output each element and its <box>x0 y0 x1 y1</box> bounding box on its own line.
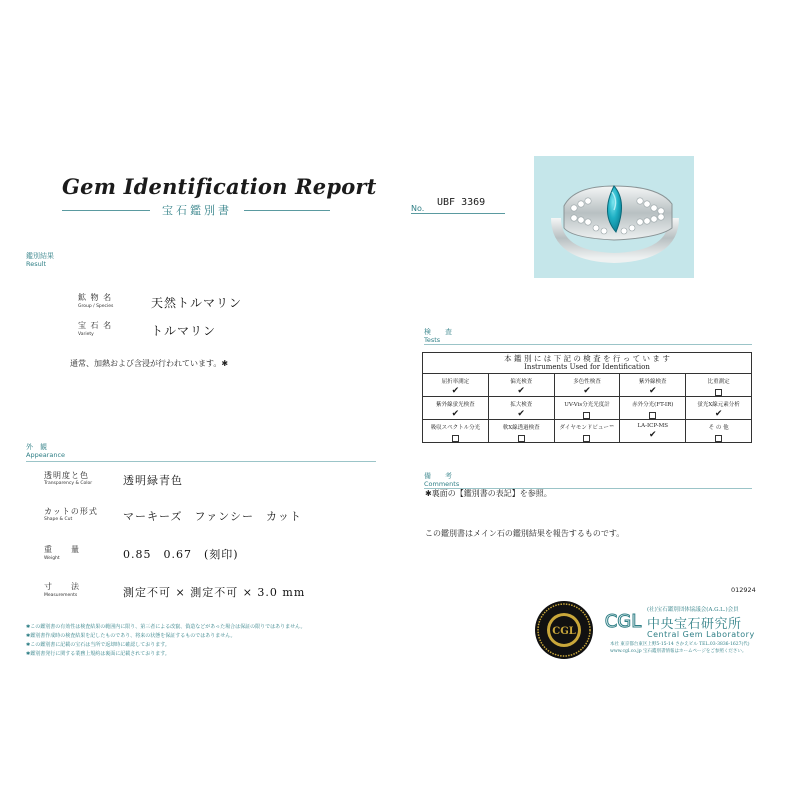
subtitle-divider-right <box>244 210 330 211</box>
color-label-en: Transparency & Color <box>44 481 93 486</box>
instrument-name: そ の 他 <box>708 425 729 431</box>
report-subtitle: 宝石鑑別書 <box>162 204 232 217</box>
size-label-en: Measurements <box>44 593 78 598</box>
instrument-name: UV-Vis分光光度計 <box>564 402 610 408</box>
instrument-cell <box>423 397 489 420</box>
cgl-logo-text: CGL <box>604 611 642 632</box>
comment-line: ✱裏面の【鑑別書の表記】を参照。 <box>425 489 552 498</box>
empty-checkbox-icon <box>583 435 590 442</box>
species-label: 鉱 物 名 <box>78 293 113 302</box>
instrument-cell <box>620 397 686 420</box>
weight-label: 重 量 <box>44 545 80 554</box>
appearance-divider <box>26 461 376 462</box>
instrument-cell <box>423 374 489 397</box>
instruments-row <box>423 374 752 397</box>
footnote: ✱この鑑別書に記載の宝石は当所で返却時に確認しております。 <box>26 642 170 648</box>
instrument-cell <box>488 374 554 397</box>
instrument-name: 軟X線透過検査 <box>502 425 540 431</box>
cgl-logo-icon <box>603 603 643 635</box>
appearance-section-heading: 外 観 Appearance <box>26 443 66 459</box>
instrument-name: 紫外線蛍光検査 <box>436 402 475 408</box>
footnote: ✱鑑別書発行に関する業務上規約は裏面に記載されております。 <box>26 651 170 657</box>
empty-checkbox-icon <box>649 412 656 419</box>
instrument-name: 紫外線検査 <box>639 379 667 385</box>
footnote: ✱鑑別書作成時の検査結果を記したものであり、将来の状態を保証するものではありません。 <box>26 633 236 639</box>
instrument-cell <box>554 397 620 420</box>
instrument-cell <box>488 397 554 420</box>
instruments-row <box>423 420 752 443</box>
lab-association: (社)宝石鑑別団体協議会(A.G.L.)会員 <box>647 607 739 613</box>
check-mark-icon: ✔ <box>517 409 525 419</box>
instrument-name: 吸収スペクトル分光 <box>430 425 481 431</box>
species-value: 天然トルマリン <box>151 296 243 310</box>
result-section-heading: 鑑別結果 Result <box>26 252 54 268</box>
cut-value: マーキーズ ファンシー カット <box>123 510 302 523</box>
report-title: Gem Identification Report <box>62 174 377 199</box>
treatment-note: 通常、加熱および含浸が行われています。✱ <box>70 359 229 368</box>
instrument-name: 拡大検査 <box>510 402 533 408</box>
instruments-table <box>422 352 752 443</box>
instrument-cell <box>423 420 489 443</box>
report-number: UBF 3369 <box>437 197 486 208</box>
variety-label-en: Variety <box>78 332 94 337</box>
lab-name-jp: 中央宝石研究所 <box>647 617 742 632</box>
instrument-cell <box>554 374 620 397</box>
tests-section-heading: 検 査 Tests <box>424 328 452 344</box>
subtitle-divider-left <box>62 210 150 211</box>
instrument-name: LA-ICP-MS <box>637 423 669 429</box>
comment-line: この鑑別書はメイン石の鑑別結果を報告するものです。 <box>425 529 625 538</box>
instrument-name: 赤外分光(FT-IR) <box>632 402 674 408</box>
color-value: 透明緑青色 <box>123 474 183 487</box>
instrument-cell <box>620 374 686 397</box>
check-mark-icon: ✔ <box>649 430 657 440</box>
empty-checkbox-icon <box>583 412 590 419</box>
instrument-name: 比重測定 <box>707 379 730 385</box>
comments-section-heading: 備 考 Comments <box>424 472 460 488</box>
instrument-cell <box>686 374 752 397</box>
instrument-cell <box>686 397 752 420</box>
instrument-cell <box>686 420 752 443</box>
instrument-cell <box>488 420 554 443</box>
empty-checkbox-icon <box>518 435 525 442</box>
footnote: ✱この鑑別書の有効性は検査結果の範囲内に限り、第三者による改竄、偽造などがあった場合は保証の限りではありません。 <box>26 624 306 630</box>
instrument-name: 蛍光X線元素分析 <box>697 402 740 408</box>
cut-label: カットの形式 <box>44 507 98 516</box>
instrument-name: 多色性検査 <box>573 379 601 385</box>
lab-name-en: Central Gem Laboratory <box>647 630 755 639</box>
size-label: 寸 法 <box>44 582 80 591</box>
size-value: 測定不可 × 測定不可 × 3.0 mm <box>123 586 306 599</box>
instruments-row <box>423 397 752 420</box>
variety-label: 宝 石 名 <box>78 321 113 330</box>
tests-divider <box>424 344 752 345</box>
color-label: 透明度と色 <box>44 471 89 480</box>
gem-photo <box>534 156 694 278</box>
lab-address: 本社 東京都台東区上野5-15-14 さかえビル TEL.03-3836-1627(代) www.cgl.co.jp 宝石鑑別書情報はホームページをご参照ください。 <box>610 642 750 654</box>
species-label-en: Group / Species <box>78 304 114 309</box>
instruments-table-header: 本 鑑 別 に は 下 記 の 検 査 を 行 っ て い ま す Instruments Used for Identification <box>423 353 752 374</box>
ring-illustration <box>534 156 694 278</box>
report-number-label: No. <box>411 204 425 213</box>
check-mark-icon: ✔ <box>451 409 460 419</box>
check-mark-icon: ✔ <box>649 386 657 396</box>
weight-value: 0.85 0.67 (刻印) <box>123 548 239 561</box>
empty-checkbox-icon <box>715 389 722 396</box>
check-mark-icon: ✔ <box>714 409 723 419</box>
instrument-name: ダイヤモンドビュー™ <box>559 425 615 431</box>
cut-label-en: Shape & Cut <box>44 517 73 522</box>
serial-number: 012924 <box>731 586 756 594</box>
weight-label-en: Weight <box>44 556 60 561</box>
empty-checkbox-icon <box>715 435 722 442</box>
empty-checkbox-icon <box>452 435 459 442</box>
check-mark-icon: ✔ <box>583 386 591 396</box>
seal-text: CGL <box>552 626 576 637</box>
variety-value: トルマリン <box>151 324 217 338</box>
instrument-cell <box>620 420 686 443</box>
instrument-cell <box>554 420 620 443</box>
check-mark-icon: ✔ <box>451 386 460 396</box>
instrument-name: 偏光検査 <box>510 379 533 385</box>
gold-seal-icon <box>534 600 594 660</box>
instrument-name: 屈折率測定 <box>441 379 470 385</box>
check-mark-icon: ✔ <box>517 386 525 396</box>
report-number-underline <box>411 213 505 214</box>
